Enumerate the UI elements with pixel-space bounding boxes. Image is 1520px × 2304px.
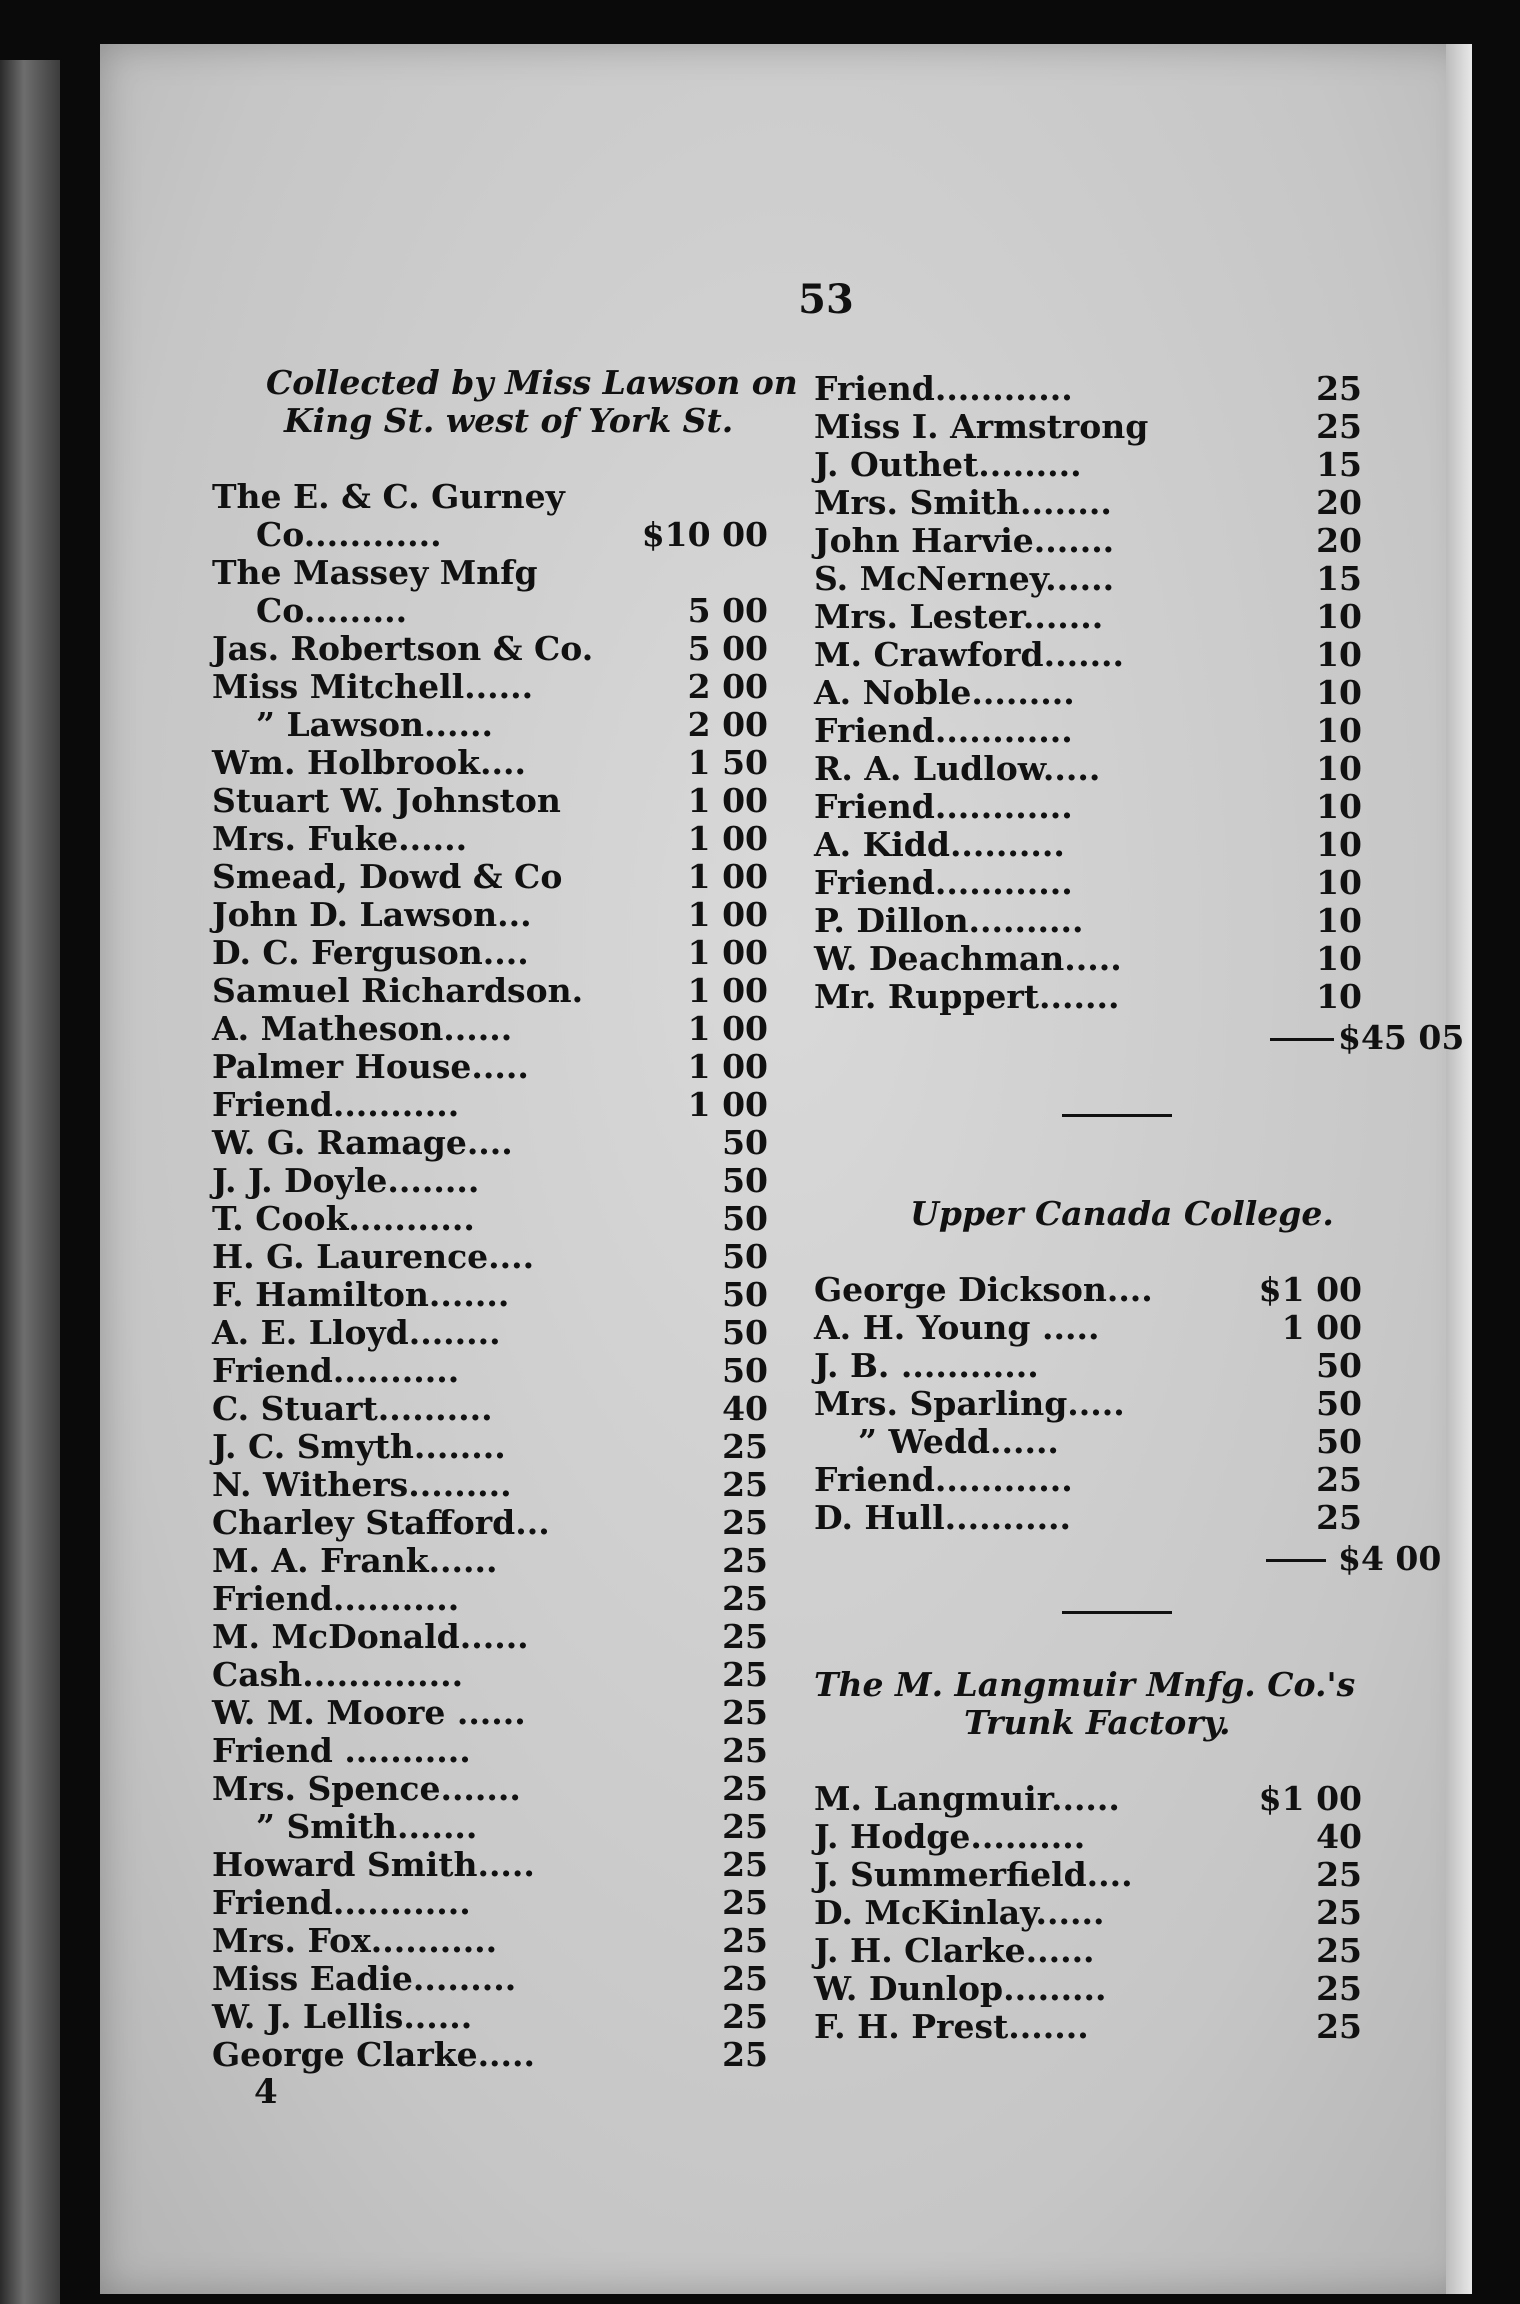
- donor-name: Friend............: [814, 711, 1073, 750]
- donation-amount: 50: [722, 1313, 768, 1352]
- donor-name: W. G. Ramage....: [212, 1123, 513, 1162]
- list-item: [814, 1385, 1474, 1423]
- donation-amount: 50: [722, 1237, 768, 1276]
- donation-amount: $10 00: [641, 515, 768, 554]
- donor-name: Mrs. Spence.......: [212, 1769, 521, 1808]
- list-item: [212, 1390, 892, 1428]
- donor-name: Mrs. Fox...........: [212, 1921, 498, 1960]
- donor-name: Palmer House.....: [212, 1047, 529, 1086]
- donor-name: Miss I. Armstrong: [814, 407, 1149, 446]
- donation-amount: 40: [1316, 1817, 1362, 1856]
- donor-name: P. Dillon..........: [814, 901, 1084, 940]
- donor-name: F. H. Prest.......: [814, 2007, 1089, 2046]
- donation-amount: 1 00: [687, 781, 768, 820]
- list-item: [212, 1048, 892, 1086]
- donation-amount: 10: [1316, 977, 1362, 1016]
- donation-amount: 10: [1316, 825, 1362, 864]
- list-item: [814, 560, 1474, 598]
- donation-amount: 10: [1316, 863, 1362, 902]
- list-item: [212, 972, 892, 1010]
- right-rows-section3: [814, 1780, 1474, 2046]
- total-dash: [1270, 1038, 1334, 1041]
- left-heading-line2: King St. west of York St.: [284, 401, 734, 440]
- donor-name: John D. Lawson...: [212, 895, 532, 934]
- left-rows: [212, 478, 892, 2074]
- donor-name: C. Stuart..........: [212, 1389, 493, 1428]
- list-item: [212, 1960, 892, 1998]
- right-rows-section1: [814, 370, 1474, 1016]
- list-item: [212, 1276, 892, 1314]
- list-item: [212, 1238, 892, 1276]
- donor-name: S. McNerney......: [814, 559, 1115, 598]
- donation-amount: 25: [1316, 369, 1362, 408]
- donation-amount: 25: [722, 1617, 768, 1656]
- donation-amount: 1 00: [687, 971, 768, 1010]
- donation-amount: 25: [722, 1503, 768, 1542]
- list-item: [212, 1200, 892, 1238]
- list-item: [814, 902, 1474, 940]
- donor-name: J. H. Clarke......: [814, 1931, 1095, 1970]
- list-item: [212, 1162, 892, 1200]
- list-item: [212, 820, 892, 858]
- list-item: [212, 2036, 892, 2074]
- donation-amount: 15: [1316, 559, 1362, 598]
- donation-amount: 50: [1316, 1346, 1362, 1385]
- donor-name: R. A. Ludlow.....: [814, 749, 1101, 788]
- donation-amount: 1 00: [687, 1085, 768, 1124]
- list-item: [212, 1618, 892, 1656]
- donation-amount: 25: [1316, 1931, 1362, 1970]
- donor-name: Wm. Holbrook....: [212, 743, 526, 782]
- donation-amount: 25: [722, 1807, 768, 1846]
- donor-name: Friend............: [814, 863, 1073, 902]
- donation-amount: 50: [722, 1199, 768, 1238]
- donor-name: The Massey Mnfg: [212, 553, 538, 592]
- donation-amount: 50: [722, 1161, 768, 1200]
- list-item: [814, 522, 1474, 560]
- list-item: [212, 934, 892, 972]
- list-item: [212, 478, 892, 516]
- donation-amount: 10: [1316, 749, 1362, 788]
- donation-amount: 40: [722, 1389, 768, 1428]
- list-item: [212, 896, 892, 934]
- donation-amount: 25: [722, 1655, 768, 1694]
- donor-name: A. Matheson......: [212, 1009, 513, 1048]
- donation-amount: 1 00: [687, 895, 768, 934]
- list-item: [212, 706, 892, 744]
- donor-name: Mrs. Smith........: [814, 483, 1112, 522]
- donation-amount: 25: [1316, 1969, 1362, 2008]
- list-item: [814, 1423, 1474, 1461]
- donation-amount: 25: [722, 1997, 768, 2036]
- donation-amount: 5 00: [687, 591, 768, 630]
- donation-amount: 1 00: [687, 857, 768, 896]
- donation-amount: 50: [722, 1351, 768, 1390]
- section2-total: $4 00: [1338, 1539, 1442, 1578]
- donor-name: W. Deachman.....: [814, 939, 1122, 978]
- left-heading-line1: Collected by Miss Lawson on: [266, 363, 798, 402]
- donor-name: J. Summerfield....: [814, 1855, 1133, 1894]
- donation-amount: 2 00: [687, 705, 768, 744]
- donor-name: A. Noble.........: [814, 673, 1075, 712]
- list-item: [814, 1856, 1474, 1894]
- list-item: [212, 858, 892, 896]
- donation-amount: 25: [722, 1769, 768, 1808]
- list-item: [814, 1894, 1474, 1932]
- list-item: [212, 1504, 892, 1542]
- donation-amount: $1 00: [1258, 1779, 1362, 1818]
- list-item: [212, 1732, 892, 1770]
- list-item: [814, 1780, 1474, 1818]
- donation-amount: 25: [722, 1427, 768, 1466]
- list-item: [814, 1461, 1474, 1499]
- list-item: [814, 712, 1474, 750]
- donation-amount: 1 00: [687, 1009, 768, 1048]
- donor-name: ” Smith.......: [256, 1807, 478, 1846]
- donor-name: Mrs. Sparling.....: [814, 1384, 1125, 1423]
- section1-total: $45 05: [1338, 1018, 1465, 1057]
- donation-amount: 25: [722, 1465, 768, 1504]
- donor-name: Miss Mitchell......: [212, 667, 534, 706]
- donation-amount: 1 00: [687, 1047, 768, 1086]
- list-item: [212, 1770, 892, 1808]
- list-item: [814, 826, 1474, 864]
- donor-name: D. McKinlay......: [814, 1893, 1105, 1932]
- donor-name: W. M. Moore ......: [212, 1693, 526, 1732]
- donor-name: W. Dunlop.........: [814, 1969, 1107, 2008]
- list-item: [814, 1271, 1474, 1309]
- donation-amount: 25: [1316, 1893, 1362, 1932]
- list-item: [212, 592, 892, 630]
- list-item: [212, 1998, 892, 2036]
- list-item: [212, 744, 892, 782]
- donation-amount: 10: [1316, 711, 1362, 750]
- list-item: [212, 782, 892, 820]
- donor-name: M. A. Frank......: [212, 1541, 498, 1580]
- left-column: [212, 364, 892, 2110]
- donation-amount: 25: [722, 1921, 768, 1960]
- list-item: [212, 1694, 892, 1732]
- donor-name: George Dickson....: [814, 1270, 1153, 1309]
- donation-amount: 25: [1316, 1460, 1362, 1499]
- list-item: [212, 516, 892, 554]
- list-item: [814, 750, 1474, 788]
- list-item: [212, 668, 892, 706]
- list-item: [814, 1347, 1474, 1385]
- right-column: [814, 370, 1474, 2046]
- list-item: [814, 788, 1474, 826]
- donor-name: Friend...........: [212, 1085, 460, 1124]
- donor-name: Co............: [256, 515, 442, 554]
- donor-name: D. Hull...........: [814, 1498, 1072, 1537]
- donor-name: J. B. ............: [814, 1346, 1039, 1385]
- donation-amount: 10: [1316, 787, 1362, 826]
- donation-amount: 10: [1316, 901, 1362, 940]
- donor-name: Jas. Robertson & Co.: [212, 629, 594, 668]
- list-item: [212, 1808, 892, 1846]
- donation-amount: 25: [1316, 1855, 1362, 1894]
- list-item: [212, 1086, 892, 1124]
- list-item: [814, 864, 1474, 902]
- donation-amount: 15: [1316, 445, 1362, 484]
- list-item: [814, 1309, 1474, 1347]
- list-item: [814, 940, 1474, 978]
- donor-name: Friend...........: [212, 1351, 460, 1390]
- list-item: [814, 636, 1474, 674]
- list-item: [212, 1884, 892, 1922]
- signature-mark: 4: [254, 2072, 278, 2112]
- adjacent-page-edge: [0, 60, 60, 2304]
- donation-amount: 1 00: [687, 819, 768, 858]
- list-item: [212, 554, 892, 592]
- donor-name: Charley Stafford...: [212, 1503, 550, 1542]
- donation-amount: 25: [722, 1541, 768, 1580]
- donor-name: Smead, Dowd & Co: [212, 857, 563, 896]
- list-item: [814, 598, 1474, 636]
- list-item: [212, 1010, 892, 1048]
- donation-amount: 25: [1316, 1498, 1362, 1537]
- list-item: [814, 446, 1474, 484]
- donor-name: H. G. Laurence....: [212, 1237, 535, 1276]
- section3-heading-line1: The M. Langmuir Mnfg. Co.'s: [814, 1665, 1356, 1704]
- donor-name: Friend ...........: [212, 1731, 471, 1770]
- donor-name: J. J. Doyle........: [212, 1161, 480, 1200]
- donation-amount: 50: [1316, 1422, 1362, 1461]
- donor-name: T. Cook...........: [212, 1199, 475, 1238]
- donor-name: Samuel Richardson.: [212, 971, 584, 1010]
- section3-heading-line2: Trunk Factory.: [964, 1703, 1231, 1742]
- donor-name: M. Crawford.......: [814, 635, 1125, 674]
- section1-total-row: [814, 1016, 1474, 1060]
- document-page: [100, 44, 1472, 2294]
- list-item: [814, 1970, 1474, 2008]
- list-item: [212, 630, 892, 668]
- donor-name: Mrs. Fuke......: [212, 819, 468, 858]
- donation-amount: 25: [722, 1693, 768, 1732]
- donor-name: Mr. Ruppert.......: [814, 977, 1120, 1016]
- donation-amount: 25: [722, 1959, 768, 1998]
- right-rows-section2: [814, 1271, 1474, 1537]
- donation-amount: 2 00: [687, 667, 768, 706]
- donor-name: Co.........: [256, 591, 408, 630]
- donor-name: George Clarke.....: [212, 2035, 536, 2074]
- donation-amount: 25: [722, 2035, 768, 2074]
- donation-amount: 50: [1316, 1384, 1362, 1423]
- donation-amount: 25: [722, 1883, 768, 1922]
- donor-name: M. McDonald......: [212, 1617, 529, 1656]
- donation-amount: 10: [1316, 635, 1362, 674]
- total-dash: [1266, 1559, 1326, 1562]
- donation-amount: 25: [722, 1845, 768, 1884]
- list-item: [212, 1124, 892, 1162]
- donation-amount: 50: [722, 1275, 768, 1314]
- donor-name: Mrs. Lester.......: [814, 597, 1104, 636]
- donor-name: Miss Eadie.........: [212, 1959, 517, 1998]
- donation-amount: 25: [1316, 407, 1362, 446]
- donor-name: J. Hodge..........: [814, 1817, 1086, 1856]
- list-item: [212, 1846, 892, 1884]
- donor-name: Howard Smith.....: [212, 1845, 535, 1884]
- list-item: [814, 978, 1474, 1016]
- list-item: [212, 1466, 892, 1504]
- donor-name: The E. & C. Gurney: [212, 477, 565, 516]
- donor-name: N. Withers.........: [212, 1465, 512, 1504]
- donation-amount: 1 50: [687, 743, 768, 782]
- donation-amount: 10: [1316, 673, 1362, 712]
- list-item: [212, 1922, 892, 1960]
- list-item: [814, 1499, 1474, 1537]
- list-item: [212, 1580, 892, 1618]
- donor-name: D. C. Ferguson....: [212, 933, 529, 972]
- donor-name: J. C. Smyth........: [212, 1427, 506, 1466]
- donation-amount: 1 00: [1281, 1308, 1362, 1347]
- donor-name: M. Langmuir......: [814, 1779, 1120, 1818]
- donor-name: J. Outhet.........: [814, 445, 1082, 484]
- list-item: [814, 1818, 1474, 1856]
- list-item: [814, 2008, 1474, 2046]
- list-item: [814, 484, 1474, 522]
- donation-amount: 20: [1316, 483, 1362, 522]
- donor-name: A. E. Lloyd........: [212, 1313, 501, 1352]
- donation-amount: 50: [722, 1123, 768, 1162]
- list-item: [212, 1314, 892, 1352]
- page-number: 53: [798, 276, 854, 323]
- donor-name: A. Kidd..........: [814, 825, 1065, 864]
- donor-name: Friend............: [212, 1883, 471, 1922]
- donor-name: Cash..............: [212, 1655, 464, 1694]
- section2-heading: Upper Canada College.: [910, 1194, 1334, 1233]
- donation-amount: 1 00: [687, 933, 768, 972]
- donation-amount: 20: [1316, 521, 1362, 560]
- list-item: [814, 370, 1474, 408]
- list-item: [212, 1352, 892, 1390]
- donor-name: Friend...........: [212, 1579, 460, 1618]
- donor-name: John Harvie.......: [814, 521, 1115, 560]
- list-item: [212, 1428, 892, 1466]
- section2-total-row: [814, 1537, 1474, 1581]
- donation-amount: $1 00: [1258, 1270, 1362, 1309]
- list-item: [814, 674, 1474, 712]
- donor-name: Stuart W. Johnston: [212, 781, 561, 820]
- list-item: [814, 1932, 1474, 1970]
- list-item: [212, 1656, 892, 1694]
- list-item: [814, 408, 1474, 446]
- donation-amount: 25: [722, 1579, 768, 1618]
- donor-name: Friend............: [814, 1460, 1073, 1499]
- donation-amount: 25: [722, 1731, 768, 1770]
- donation-amount: 10: [1316, 597, 1362, 636]
- donation-amount: 10: [1316, 939, 1362, 978]
- donation-amount: 25: [1316, 2007, 1362, 2046]
- donor-name: W. J. Lellis......: [212, 1997, 473, 2036]
- list-item: [212, 1542, 892, 1580]
- donor-name: ” Wedd......: [858, 1422, 1059, 1461]
- donor-name: ” Lawson......: [256, 705, 493, 744]
- donor-name: F. Hamilton.......: [212, 1275, 510, 1314]
- donor-name: Friend............: [814, 787, 1073, 826]
- donor-name: Friend............: [814, 369, 1073, 408]
- donation-amount: 5 00: [687, 629, 768, 668]
- donor-name: A. H. Young .....: [814, 1308, 1100, 1347]
